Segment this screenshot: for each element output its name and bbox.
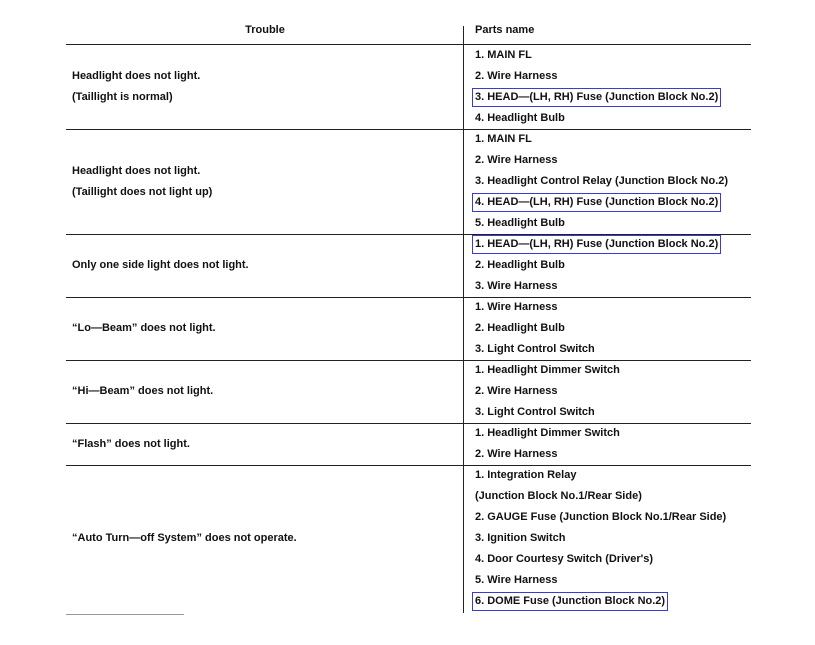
part-item-highlighted: 6. DOME Fuse (Junction Block No.2) bbox=[473, 593, 667, 610]
trouble-cell bbox=[72, 161, 457, 203]
trouble-text: “Flash” does not light. bbox=[72, 437, 190, 450]
part-item: 3. Headlight Control Relay (Junction Block No.2) bbox=[475, 175, 729, 187]
trouble-cell bbox=[72, 66, 457, 108]
part-item: (Junction Block No.1/Rear Side) bbox=[475, 490, 642, 502]
part-item: 2. Headlight Bulb bbox=[475, 259, 565, 271]
trouble-text: Only one side light does not light. bbox=[72, 259, 249, 271]
trouble-cell bbox=[72, 255, 457, 276]
trouble-text: “Lo—Beam” does not light. bbox=[72, 322, 216, 334]
row-separator bbox=[66, 360, 751, 361]
part-item: 1. Headlight Dimmer Switch bbox=[475, 364, 620, 376]
part-item: 4. Door Courtesy Switch (Driver's) bbox=[475, 553, 654, 565]
part-item: 3. Ignition Switch bbox=[475, 532, 566, 544]
trouble-text: (Taillight is normal) bbox=[72, 91, 173, 103]
part-item: 3. Wire Harness bbox=[475, 280, 558, 292]
trouble-cell bbox=[72, 318, 457, 339]
part-item: 2. Wire Harness bbox=[475, 154, 558, 166]
trouble-cell bbox=[72, 381, 457, 402]
part-item: 1. Wire Harness bbox=[475, 301, 558, 313]
part-item: 3. Light Control Switch bbox=[475, 406, 595, 418]
part-item: 1. Integration Relay bbox=[475, 469, 577, 481]
part-item: 2. Wire Harness bbox=[475, 448, 558, 460]
row-separator bbox=[66, 129, 751, 130]
header-trouble: Trouble bbox=[245, 24, 285, 36]
trouble-text: (Taillight does not light up) bbox=[72, 185, 213, 198]
part-item: 2. Wire Harness bbox=[475, 385, 558, 397]
row-separator bbox=[66, 423, 751, 424]
trouble-cell bbox=[72, 528, 457, 549]
part-item: 4. Headlight Bulb bbox=[475, 112, 565, 124]
row-separator bbox=[66, 465, 751, 466]
part-item: 1. MAIN FL bbox=[475, 133, 532, 145]
row-separator bbox=[66, 234, 751, 235]
trouble-cell bbox=[72, 434, 457, 455]
header-rule bbox=[66, 44, 751, 45]
part-item: 5. Wire Harness bbox=[475, 574, 558, 586]
part-item-highlighted: 4. HEAD—(LH, RH) Fuse (Junction Block No.2) bbox=[473, 194, 720, 211]
trouble-text: Headlight does not light. bbox=[72, 164, 201, 177]
part-item-highlighted: 3. HEAD—(LH, RH) Fuse (Junction Block No.2) bbox=[473, 89, 720, 106]
trouble-text: Headlight does not light. bbox=[72, 70, 201, 82]
column-divider bbox=[463, 26, 464, 613]
part-item: 1. MAIN FL bbox=[475, 49, 532, 61]
part-item: 3. Light Control Switch bbox=[475, 343, 595, 355]
row-separator bbox=[66, 614, 184, 615]
part-item: 2. GAUGE Fuse (Junction Block No.1/Rear Side) bbox=[475, 511, 727, 523]
part-item-highlighted: 1. HEAD—(LH, RH) Fuse (Junction Block No.2) bbox=[473, 236, 720, 253]
part-item: 2. Wire Harness bbox=[475, 70, 558, 82]
header-parts-name: Parts name bbox=[475, 24, 535, 36]
trouble-text: “Hi—Beam” does not light. bbox=[72, 385, 214, 397]
row-separator bbox=[66, 297, 751, 298]
part-item: 1. Headlight Dimmer Switch bbox=[475, 427, 620, 439]
part-item: 5. Headlight Bulb bbox=[475, 217, 565, 229]
part-item: 2. Headlight Bulb bbox=[475, 322, 565, 334]
trouble-text: “Auto Turn—off System” does not operate. bbox=[72, 532, 297, 544]
